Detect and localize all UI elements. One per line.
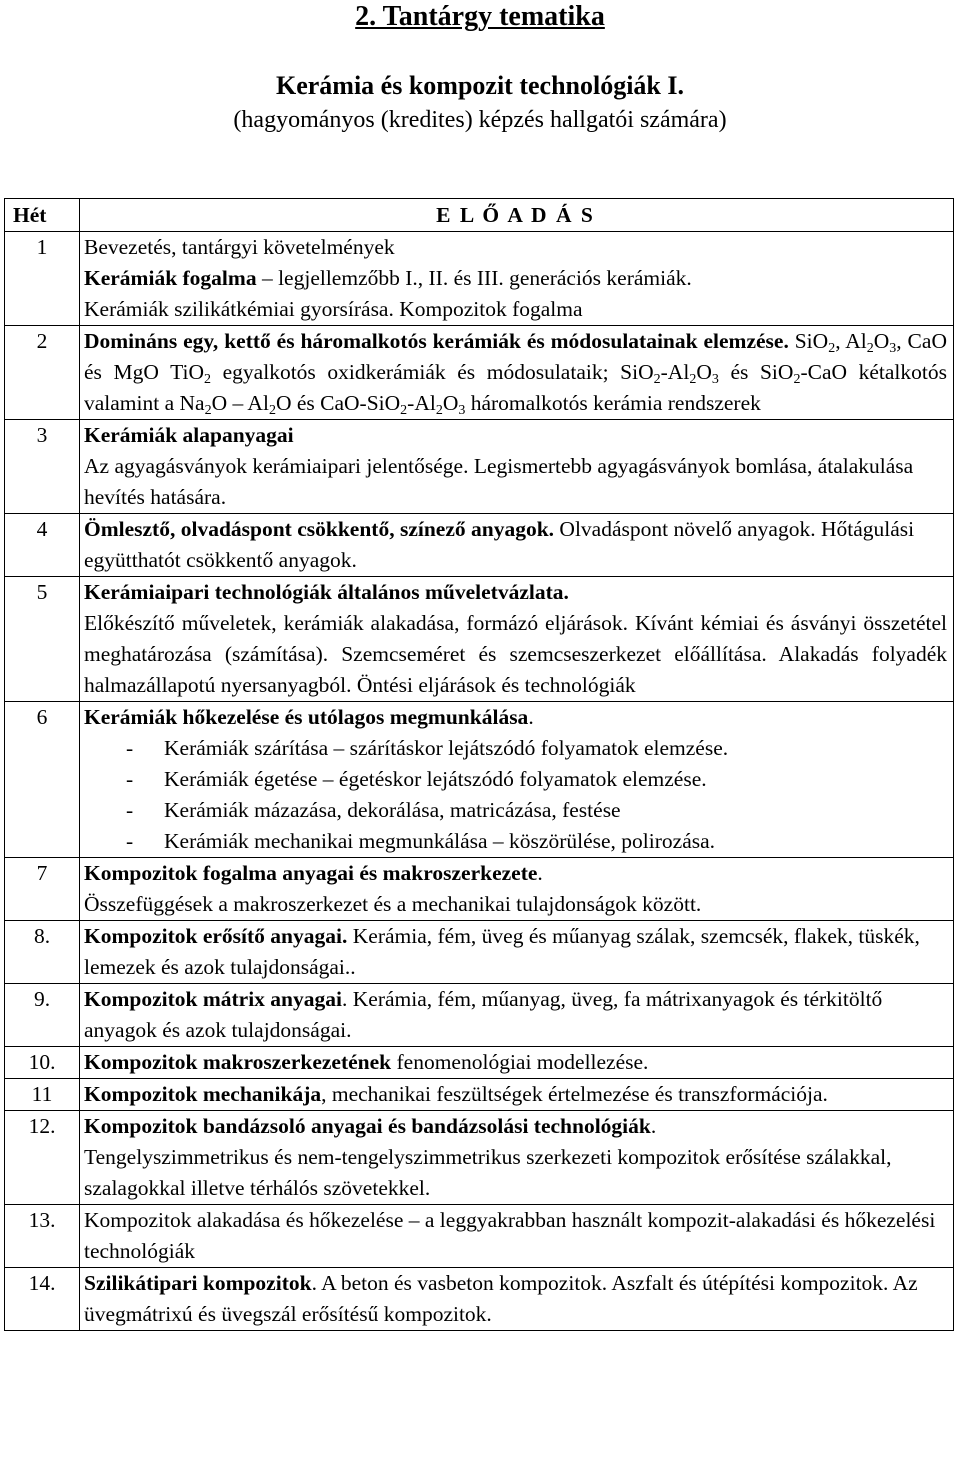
lecture-text: , CaO és MgO TiO bbox=[84, 329, 947, 384]
lecture-text: SiO bbox=[788, 329, 829, 353]
subscript: 2 bbox=[793, 372, 801, 387]
week-number: 9. bbox=[5, 984, 80, 1047]
list-item-text: Kerámiák mechanikai megmunkálása – köszörülése, polirozása. bbox=[164, 829, 716, 853]
week-number: 12. bbox=[5, 1111, 80, 1205]
subscript: 2 bbox=[866, 341, 874, 356]
table-row bbox=[5, 702, 954, 858]
dash-bullet: - bbox=[126, 736, 134, 760]
schedule-table bbox=[4, 198, 954, 1331]
lecture-text: . A beton és vasbeton kompozitok. Aszfalt és útépítési kompozitok. Az üvegmátrixú és üvegszál erősítésű kompozitok. bbox=[84, 1271, 918, 1326]
list-item bbox=[84, 733, 947, 764]
lecture-topic: Kompozitok mátrix anyagai bbox=[84, 987, 342, 1011]
lecture-text: . bbox=[528, 705, 534, 729]
lecture-text: . Kerámia, fém, műanyag, üveg, fa mátrixanyagok és térkitöltő anyagok és azok tulajdonságai. bbox=[84, 987, 883, 1042]
lecture-text: O – Al bbox=[211, 391, 269, 415]
course-subtitle: (hagyományos (kredites) képzés hallgatói számára) bbox=[233, 107, 727, 133]
subscript: 3 bbox=[711, 372, 719, 387]
lecture-text: , mechanikai feszültségek értelmezése és transzformációja. bbox=[321, 1082, 828, 1106]
lecture-text: O bbox=[696, 360, 712, 384]
document-title: 2. Tantárgy tematika bbox=[355, 1, 605, 32]
lecture-text: egyalkotós oxidkerámiák és módosulataik; SiO bbox=[211, 360, 654, 384]
list-item-text: Kerámiák mázazása, dekorálása, matricázása, festése bbox=[164, 798, 621, 822]
lecture-topic: Kompozitok makroszerkezetének bbox=[84, 1050, 392, 1074]
lecture-text: Tengelyszimmetrikus és nem-tengelyszimmetrikus szerkezeti kompozitok erősítése szálakkal, szalagokkal illetve térhálós szövetekkel. bbox=[84, 1145, 892, 1200]
lecture-text: Összefüggések a makroszerkezet és a mechanikai tulajdonságok között. bbox=[84, 892, 702, 916]
lecture-cell bbox=[80, 514, 954, 577]
table-row bbox=[5, 1268, 954, 1331]
lecture-topic: Domináns egy, kettő és háromalkotós kerámiák és módosulatainak elemzése. bbox=[84, 329, 789, 353]
list-item-text: Kerámiák égetése – égetéskor lejátszódó folyamatok elemzése. bbox=[164, 767, 707, 791]
week-number: 5 bbox=[5, 577, 80, 702]
lecture-topic: Kompozitok bandázsoló anyagai és bandázsolási technológiák bbox=[84, 1114, 651, 1138]
subscript: 2 bbox=[204, 403, 212, 418]
lecture-cell bbox=[80, 1047, 954, 1079]
dash-bullet: - bbox=[126, 798, 134, 822]
lecture-line bbox=[84, 1111, 947, 1142]
lecture-cell bbox=[80, 702, 954, 858]
table-row bbox=[5, 232, 954, 326]
table-row bbox=[5, 1111, 954, 1205]
lecture-text: Kompozitok alakadása és hőkezelése – a leggyakrabban használt kompozit-alakadási és hőkezelési technológiák bbox=[84, 1208, 936, 1263]
week-number: 8. bbox=[5, 921, 80, 984]
lecture-text: . bbox=[537, 861, 543, 885]
week-number: 4 bbox=[5, 514, 80, 577]
lecture-cell bbox=[80, 984, 954, 1047]
lecture-cell bbox=[80, 1079, 954, 1111]
week-number: 10. bbox=[5, 1047, 80, 1079]
lecture-cell bbox=[80, 858, 954, 921]
table-row bbox=[5, 1047, 954, 1079]
lecture-text: Előkészítő műveletek, kerámiák alakadása, formázó eljárások. Kívánt kémiai és ásványi összetétel meghatározása (számítása). Szemcseméret és szemcseszerkezet előállítása. Alakadás folyadék halmazállapotú nyersanyagból. Öntési eljárások és technológiák bbox=[84, 611, 947, 697]
lecture-topic: Kompozitok mechanikája bbox=[84, 1082, 322, 1106]
lecture-text: fenomenológiai modellezése. bbox=[391, 1050, 649, 1074]
table-row bbox=[5, 984, 954, 1047]
lecture-text: O bbox=[873, 329, 890, 353]
lecture-text: , Al bbox=[835, 329, 867, 353]
lecture-text: Kerámia, fém, üveg és műanyag szálak, szemcsék, flakek, tüskék, lemezek és azok tulajdonságai.. bbox=[84, 924, 920, 979]
lecture-text: Az agyagásványok kerámiaipari jelentősége. Legismertebb agyagásványok bomlása, átalakulása hevítés hatására. bbox=[84, 454, 914, 509]
week-number: 13. bbox=[5, 1205, 80, 1268]
lecture-text: háromalkotós kerámia rendszerek bbox=[465, 391, 761, 415]
week-number: 1 bbox=[5, 232, 80, 326]
lecture-text: O bbox=[442, 391, 459, 415]
week-number: 3 bbox=[5, 420, 80, 514]
lecture-topic: Kompozitok erősítő anyagai. bbox=[84, 924, 348, 948]
lecture-cell bbox=[80, 1205, 954, 1268]
list-item bbox=[84, 795, 947, 826]
list-item bbox=[84, 764, 947, 795]
subscript: 3 bbox=[889, 341, 897, 356]
subscript: 2 bbox=[400, 403, 408, 418]
lecture-cell bbox=[80, 1268, 954, 1331]
lecture-topic: Kerámiák fogalma bbox=[84, 266, 257, 290]
table-row bbox=[5, 577, 954, 702]
lecture-text: O és CaO-SiO bbox=[275, 391, 401, 415]
lecture-topic: Kompozitok fogalma anyagai és makroszerkezete bbox=[84, 861, 538, 885]
subscript: 2 bbox=[828, 341, 836, 356]
table-row bbox=[5, 326, 954, 420]
lecture-topic: Kerámiák hőkezelése és utólagos megmunkálása bbox=[84, 705, 529, 729]
subscript: 2 bbox=[268, 403, 276, 418]
lecture-line: Bevezetés, tantárgyi követelmények bbox=[84, 235, 395, 259]
lecture-text: . bbox=[650, 1114, 657, 1138]
lecture-line bbox=[84, 858, 947, 889]
subscript: 2 bbox=[204, 372, 212, 387]
lecture-line: Kerámiák szilikátkémiai gyorsírása. Kompozitok fogalma bbox=[84, 297, 583, 321]
table-row bbox=[5, 858, 954, 921]
week-number: 6 bbox=[5, 702, 80, 858]
lecture-topic: Szilikátipari kompozitok bbox=[84, 1271, 312, 1295]
lecture-cell bbox=[80, 326, 954, 420]
lecture-column-header: E L Ő A D Á S bbox=[80, 199, 954, 232]
table-row bbox=[5, 1205, 954, 1268]
table-row bbox=[5, 420, 954, 514]
subscript: 3 bbox=[458, 403, 466, 418]
lecture-cell bbox=[80, 921, 954, 984]
lecture-text: -Al bbox=[407, 391, 436, 415]
lecture-cell bbox=[80, 577, 954, 702]
table-row bbox=[5, 514, 954, 577]
lecture-topic: Ömlesztő, olvadáspont csökkentő, színező anyagok. bbox=[84, 517, 555, 541]
week-number: 2 bbox=[5, 326, 80, 420]
lecture-text: -CaO kétalkotós valamint a Na bbox=[84, 360, 947, 415]
week-number: 14. bbox=[5, 1268, 80, 1331]
list-item bbox=[84, 826, 947, 857]
table-row bbox=[5, 1079, 954, 1111]
lecture-line bbox=[84, 702, 947, 733]
subscript: 2 bbox=[435, 403, 443, 418]
lecture-cell bbox=[80, 232, 954, 326]
table-header-row bbox=[5, 199, 954, 232]
table-row bbox=[5, 921, 954, 984]
lecture-text: Olvadáspont növelő anyagok. Hőtágulási együtthatót csökkentő anyagok. bbox=[84, 517, 915, 572]
dash-bullet: - bbox=[126, 767, 134, 791]
subscript: 2 bbox=[653, 372, 661, 387]
week-column-header: Hét bbox=[5, 199, 80, 232]
lecture-text: – legjellemzőbb I., II. és III. generációs kerámiák. bbox=[256, 266, 692, 290]
week-number: 7 bbox=[5, 858, 80, 921]
lecture-line bbox=[84, 263, 947, 294]
lecture-cell bbox=[80, 420, 954, 514]
dash-bullet: - bbox=[126, 829, 134, 853]
lecture-topic: Kerámiaipari technológiák általános műveletvázlata. bbox=[84, 580, 569, 604]
lecture-cell bbox=[80, 1111, 954, 1205]
subscript: 2 bbox=[689, 372, 697, 387]
lecture-text: -Al bbox=[660, 360, 690, 384]
lecture-text: és SiO bbox=[718, 360, 794, 384]
lecture-topic: Kerámiák alapanyagai bbox=[84, 423, 294, 447]
course-title: Kerámia és kompozit technológiák I. bbox=[275, 71, 685, 100]
week-number: 11 bbox=[5, 1079, 80, 1111]
list-item-text: Kerámiák szárítása – szárításkor lejátszódó folyamatok elemzése. bbox=[164, 736, 729, 760]
